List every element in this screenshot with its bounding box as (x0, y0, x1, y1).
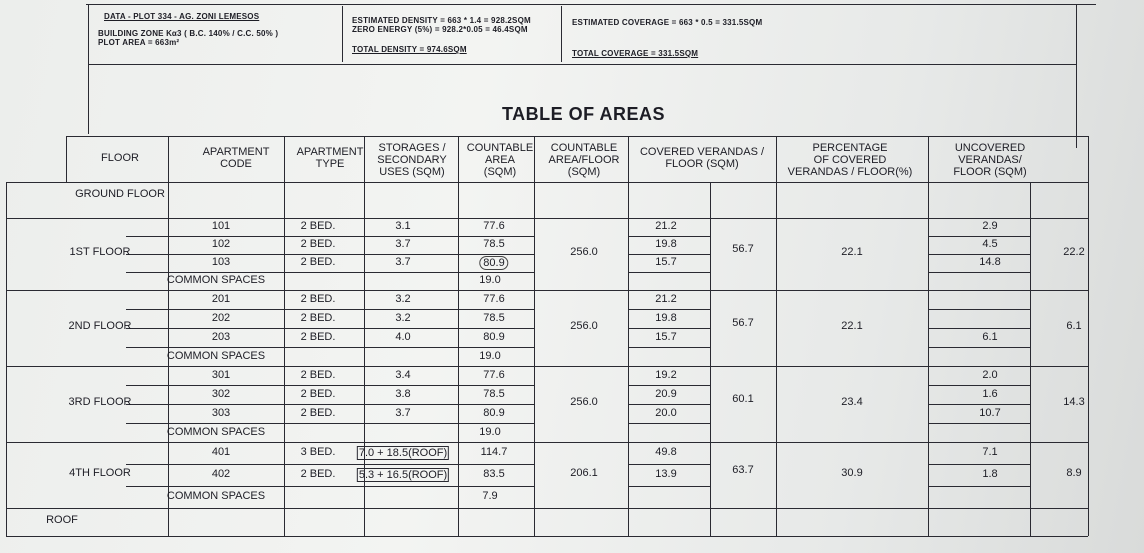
col-percentage-line: VERANDAS / FLOOR(%) (787, 166, 913, 178)
covered-veranda-value: 15.7 (655, 331, 677, 343)
covered-row-border (628, 385, 710, 386)
uncovered-veranda-value: 7.1 (982, 446, 998, 458)
header-left-border (88, 4, 89, 134)
apartment-row-border (126, 404, 534, 405)
zero-energy: ZERO ENERGY (5%) = 928.2*0.05 = 46.4SQM (352, 25, 528, 34)
uncovered-verandas-total: 22.2 (1063, 246, 1085, 258)
countable-area-value: 78.5 (483, 388, 505, 400)
apartment-code: 202 (211, 312, 231, 324)
apartment-row-border (126, 486, 534, 487)
table-header-left-border (66, 136, 67, 182)
building-zone: BUILDING ZONE Κα3 ( B.C. 140% / C.C. 50% ) (98, 29, 279, 38)
covered-veranda-value: 19.8 (655, 312, 677, 324)
apartment-row-border (126, 385, 534, 386)
table-row-border (6, 536, 1088, 537)
col-countable-area-floor-line: (SQM) (567, 166, 601, 178)
floor-name-2: 2ND FLOOR (68, 320, 132, 332)
column-border (776, 136, 777, 536)
apartment-code: 201 (211, 293, 231, 305)
uncovered-verandas-total: 6.1 (1066, 320, 1082, 332)
table-right-border (1088, 136, 1089, 536)
countable-area-value: 78.5 (483, 238, 505, 250)
uncovered-veranda-value: 1.8 (982, 468, 998, 480)
column-border (1030, 182, 1031, 536)
apartment-type: 2 BED. (300, 293, 336, 305)
apartment-type: 2 BED. (300, 238, 336, 250)
column-border (928, 136, 929, 536)
countable-area-floor-value: 256.0 (570, 396, 598, 408)
covered-veranda-value: 13.9 (655, 468, 677, 480)
uncovered-row-border (928, 404, 1030, 405)
storage-value: 7.0 + 18.5(ROOF) (358, 447, 448, 459)
countable-area-value: 80.9 (479, 256, 508, 270)
covered-percentage-value: 23.4 (841, 396, 863, 408)
countable-area-floor-value: 256.0 (570, 246, 598, 258)
covered-veranda-value: 19.2 (655, 369, 677, 381)
col-apartment-type-line: TYPE (315, 158, 345, 170)
apartment-type: 2 BED. (300, 331, 336, 343)
uncovered-veranda-value: 6.1 (982, 331, 998, 343)
covered-veranda-value: 20.9 (655, 388, 677, 400)
covered-row-border (628, 423, 710, 424)
table-row-border (66, 136, 1088, 137)
covered-row-border (628, 404, 710, 405)
apartment-code: 303 (211, 407, 231, 419)
covered-verandas-total: 63.7 (732, 464, 754, 476)
apartment-row-border (126, 254, 534, 255)
covered-veranda-value: 19.8 (655, 238, 677, 250)
storage-value: 3.1 (395, 220, 411, 232)
table-title: TABLE OF AREAS (502, 104, 665, 124)
covered-percentage-value: 30.9 (841, 467, 863, 479)
apartment-type: 2 BED. (300, 388, 336, 400)
storage-value: 4.0 (395, 331, 411, 343)
uncovered-verandas-total: 14.3 (1063, 396, 1085, 408)
ground-floor-label: GROUND FLOOR (75, 188, 165, 200)
col-apartment-code-line: CODE (220, 158, 252, 170)
uncovered-veranda-value: 10.7 (979, 407, 1001, 419)
table-left-border (6, 182, 7, 536)
storage-value: 3.8 (395, 388, 411, 400)
apartment-code: 102 (211, 238, 231, 250)
col-covered-verandas-line: FLOOR (SQM) (665, 158, 739, 170)
column-border (458, 136, 459, 536)
col-storages-line: STORAGES / (378, 142, 446, 154)
uncovered-row-border (928, 272, 1030, 273)
covered-row-border (628, 272, 710, 273)
total-coverage: TOTAL COVERAGE = 331.5SQM (572, 49, 699, 58)
apartment-code: 103 (211, 256, 231, 268)
apartment-code: 203 (211, 331, 231, 343)
covered-verandas-total: 56.7 (732, 317, 754, 329)
col-countable-area-line: AREA (485, 154, 515, 166)
countable-area-floor-value: 256.0 (570, 320, 598, 332)
uncovered-row-border (928, 328, 1030, 329)
col-covered-verandas-line: COVERED VERANDAS / (639, 146, 765, 158)
col-percentage-line: PERCENTAGE (812, 142, 888, 154)
storage-value: 3.7 (395, 407, 411, 419)
storage-value: 3.7 (395, 238, 411, 250)
col-storages-line: SECONDARY (377, 154, 447, 166)
common-spaces-label: COMMON SPACES (166, 490, 266, 502)
apartment-code: 302 (211, 388, 231, 400)
uncovered-veranda-value: 1.6 (982, 388, 998, 400)
uncovered-row-border (928, 236, 1030, 237)
uncovered-veranda-value: 4.5 (982, 238, 998, 250)
covered-verandas-total: 56.7 (732, 243, 754, 255)
covered-row-border (628, 236, 710, 237)
col-storages-line: USES (SQM) (379, 166, 445, 178)
covered-row-border (628, 486, 710, 487)
apartment-type: 2 BED. (300, 312, 336, 324)
estimated-density: ESTIMATED DENSITY = 663 * 1.4 = 928.2SQM (352, 16, 531, 25)
storage-value: 3.2 (395, 312, 411, 324)
countable-area-value: 78.5 (483, 312, 505, 324)
col-percentage-line: OF COVERED (813, 154, 887, 166)
covered-percentage-value: 22.1 (841, 320, 863, 332)
apartment-row-border (126, 272, 534, 273)
apartment-type: 2 BED. (300, 369, 336, 381)
column-border (168, 136, 169, 536)
header-sep-1 (342, 6, 343, 62)
apartment-type: 2 BED. (300, 220, 336, 232)
uncovered-row-border (928, 423, 1030, 424)
floor-name-4: 4TH FLOOR (69, 467, 131, 479)
countable-area-value: 77.6 (483, 220, 505, 232)
apartment-row-border (126, 236, 534, 237)
uncovered-veranda-value: 2.0 (982, 369, 998, 381)
header-right-border (1076, 4, 1077, 148)
common-spaces-area: 19.0 (479, 350, 501, 362)
common-spaces-area: 19.0 (479, 274, 501, 286)
apartment-type: 2 BED. (300, 407, 336, 419)
uncovered-row-border (928, 347, 1030, 348)
covered-row-border (628, 328, 710, 329)
col-apartment-code-line: APARTMENT (202, 146, 270, 158)
storage-value: 5.3 + 16.5(ROOF) (358, 469, 448, 481)
data-title: DATA - PLOT 334 - AG. ZONI LEMESOS (104, 12, 260, 21)
apartment-code: 401 (211, 446, 231, 458)
storage-value: 3.2 (395, 293, 411, 305)
column-border (710, 182, 711, 536)
covered-row-border (628, 254, 710, 255)
column-border (534, 136, 535, 536)
col-uncovered-line: UNCOVERED (954, 142, 1026, 154)
uncovered-row-border (928, 486, 1030, 487)
countable-area-value: 80.9 (483, 331, 505, 343)
storage-value: 3.4 (395, 369, 411, 381)
common-spaces-label: COMMON SPACES (166, 274, 266, 286)
apartment-row-border (126, 328, 534, 329)
common-spaces-label: COMMON SPACES (166, 350, 266, 362)
col-floor: FLOOR (101, 152, 139, 164)
uncovered-row-border (928, 254, 1030, 255)
header-top-border (86, 4, 1096, 5)
apartment-row-border (126, 464, 534, 465)
floor-name-1: 1ST FLOOR (69, 246, 131, 258)
uncovered-veranda-value: 2.9 (982, 220, 998, 232)
col-countable-area-floor-line: COUNTABLE (550, 142, 618, 154)
uncovered-row-border (928, 309, 1030, 310)
plot-area: PLOT AREA = 663m² (98, 38, 180, 47)
apartment-type: 2 BED. (300, 256, 336, 268)
apartment-type: 3 BED. (300, 446, 336, 458)
countable-area-value: 114.7 (480, 446, 508, 458)
apartment-row-border (126, 423, 534, 424)
uncovered-veranda-value: 14.8 (979, 256, 1001, 268)
apartment-code: 101 (211, 220, 231, 232)
apartment-row-border (126, 347, 534, 348)
covered-veranda-value: 20.0 (655, 407, 677, 419)
uncovered-row-border (928, 385, 1030, 386)
col-apartment-type-line: APARTMENT (296, 146, 364, 158)
covered-row-border (628, 309, 710, 310)
countable-area-value: 80.9 (483, 407, 505, 419)
common-spaces-area: 19.0 (479, 426, 501, 438)
total-density: TOTAL DENSITY = 974.6SQM (352, 45, 467, 54)
apartment-type: 2 BED. (300, 468, 336, 480)
col-countable-area-floor-line: AREA/FLOOR (548, 154, 620, 166)
covered-veranda-value: 21.2 (655, 293, 677, 305)
estimated-coverage: ESTIMATED COVERAGE = 663 * 0.5 = 331.5SQM (572, 18, 763, 27)
covered-row-border (628, 464, 710, 465)
countable-area-value: 77.6 (483, 293, 505, 305)
column-border (628, 136, 629, 536)
header-sep-2 (561, 6, 562, 62)
header-divider (88, 64, 1076, 65)
common-spaces-area: 7.9 (482, 490, 498, 502)
covered-verandas-total: 60.1 (732, 393, 754, 405)
countable-area-value: 77.6 (483, 369, 505, 381)
col-uncovered-line: FLOOR (SQM) (953, 166, 1027, 178)
covered-veranda-value: 21.2 (655, 220, 677, 232)
apartment-row-border (126, 309, 534, 310)
col-countable-area-line: (SQM) (483, 166, 517, 178)
col-uncovered-line: VERANDAS/ (958, 154, 1022, 166)
countable-area-value: 83.5 (483, 468, 505, 480)
apartment-code: 301 (211, 369, 231, 381)
uncovered-row-border (928, 464, 1030, 465)
column-border (284, 136, 285, 536)
col-countable-area-line: COUNTABLE (466, 142, 534, 154)
roof-label: ROOF (46, 514, 78, 526)
floor-name-3: 3RD FLOOR (68, 396, 132, 408)
apartment-code: 402 (211, 468, 231, 480)
countable-area-floor-value: 206.1 (570, 467, 598, 479)
uncovered-verandas-total: 8.9 (1066, 467, 1082, 479)
covered-percentage-value: 22.1 (841, 246, 863, 258)
covered-row-border (628, 347, 710, 348)
storage-value: 3.7 (395, 256, 411, 268)
common-spaces-label: COMMON SPACES (166, 426, 266, 438)
covered-veranda-value: 49.8 (655, 446, 677, 458)
covered-veranda-value: 15.7 (655, 256, 677, 268)
